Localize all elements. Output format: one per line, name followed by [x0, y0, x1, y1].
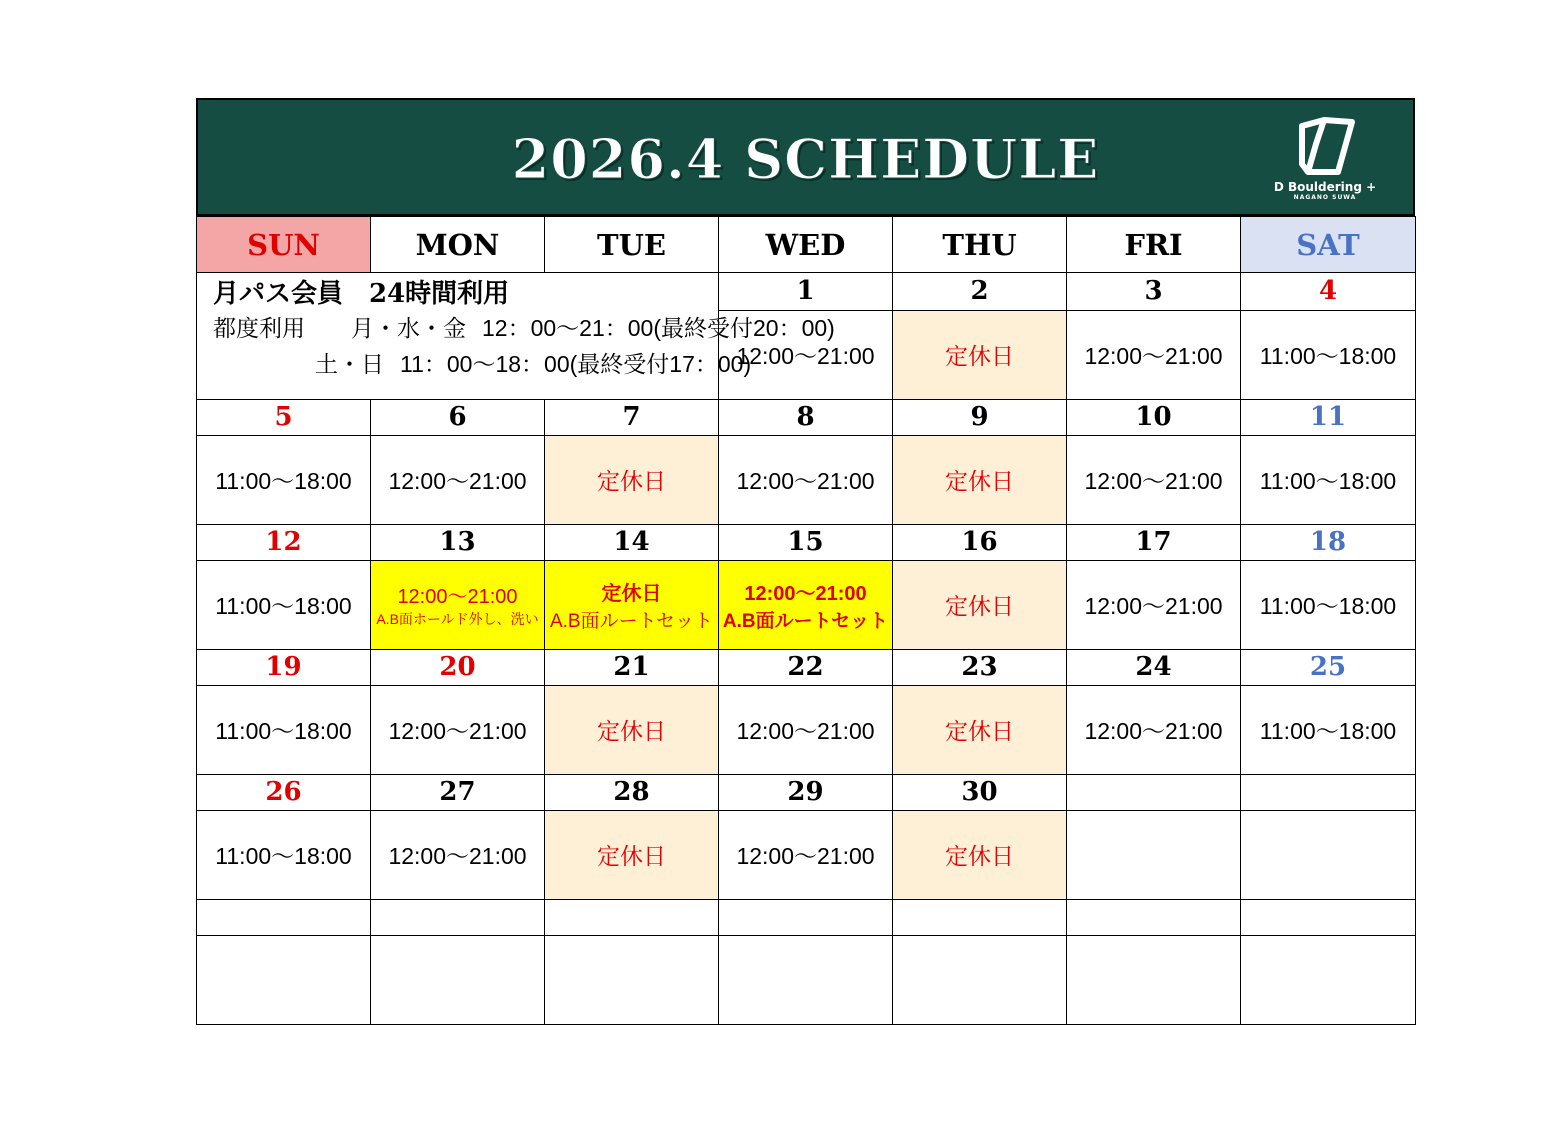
weekend-hours-line	[197, 346, 752, 382]
date-row	[197, 273, 1416, 311]
date-row	[197, 649, 1416, 685]
schedule-banner	[196, 98, 1415, 216]
date-cell: 16	[893, 524, 1067, 560]
date-cell: 3	[1067, 273, 1241, 311]
opening-hours-cell: 12:00～21:00	[371, 810, 545, 899]
event-note-text: A.B面ホールド外し、洗い	[376, 611, 539, 627]
schedule-sheet	[196, 98, 1415, 1025]
brand-logo	[1265, 114, 1385, 210]
hours-row	[197, 810, 1416, 899]
empty-cell	[893, 899, 1067, 935]
date-cell: 1	[719, 273, 893, 311]
hours-row	[197, 310, 1416, 399]
weekday-sat: SAT	[1241, 217, 1416, 273]
opening-hours-cell: 11:00～18:00	[197, 810, 371, 899]
weekday-header-row	[197, 217, 1416, 273]
weekday-hours-line	[197, 310, 835, 346]
event-main-text: 12:00～21:00	[397, 586, 518, 608]
hours-row	[197, 560, 1416, 649]
closed-day-cell: 定休日	[893, 685, 1067, 774]
date-cell: 23	[893, 649, 1067, 685]
date-cell: 24	[1067, 649, 1241, 685]
event-cell	[719, 560, 893, 649]
event-note-text: A.B面ルートセット	[549, 610, 714, 632]
event-cell	[545, 560, 719, 649]
event-note-text: A.B面ルートセット	[722, 610, 889, 632]
date-cell: 30	[893, 774, 1067, 810]
opening-hours-cell: 11:00～18:00	[1241, 560, 1416, 649]
closed-day-cell: 定休日	[893, 310, 1067, 399]
date-cell: 22	[719, 649, 893, 685]
logo-place: NAGANO SUWA	[1293, 194, 1357, 201]
weekday-sun: SUN	[197, 217, 371, 273]
weekend-days: 土・日	[315, 351, 384, 377]
empty-cell	[719, 935, 893, 1024]
empty-cell	[197, 935, 371, 1024]
date-cell: 27	[371, 774, 545, 810]
empty-cell	[893, 935, 1067, 1024]
date-cell: 13	[371, 524, 545, 560]
opening-hours-cell: 11:00～18:00	[1241, 310, 1416, 399]
date-cell: 29	[719, 774, 893, 810]
date-cell: 9	[893, 399, 1067, 435]
weekday-days: 月・水・金	[351, 315, 466, 341]
blank-row	[197, 899, 1416, 935]
empty-cell	[545, 899, 719, 935]
schedule-title: 2026.4 SCHEDULE	[511, 127, 1100, 191]
empty-cell	[1241, 935, 1416, 1024]
date-cell: 12	[197, 524, 371, 560]
empty-cell	[719, 899, 893, 935]
empty-cell	[1067, 899, 1241, 935]
opening-hours-cell: 11:00～18:00	[1241, 685, 1416, 774]
date-cell	[1067, 774, 1241, 810]
date-cell: 18	[1241, 524, 1416, 560]
date-cell	[1241, 774, 1416, 810]
date-cell: 28	[545, 774, 719, 810]
weekday-tue: TUE	[545, 217, 719, 273]
closed-day-cell: 定休日	[893, 810, 1067, 899]
empty-cell	[1241, 899, 1416, 935]
blank-row	[197, 935, 1416, 1024]
d-bouldering-logo-icon	[1294, 114, 1356, 176]
opening-hours-cell: 11:00～18:00	[197, 560, 371, 649]
date-cell: 15	[719, 524, 893, 560]
opening-hours-cell: 11:00～18:00	[197, 685, 371, 774]
closed-day-cell: 定休日	[893, 560, 1067, 649]
date-cell: 17	[1067, 524, 1241, 560]
logo-name: D Bouldering +	[1273, 180, 1377, 194]
date-row	[197, 399, 1416, 435]
date-cell: 11	[1241, 399, 1416, 435]
opening-hours-cell: 12:00～21:00	[719, 810, 893, 899]
opening-hours-cell: 12:00～21:00	[371, 685, 545, 774]
date-cell: 5	[197, 399, 371, 435]
date-cell: 19	[197, 649, 371, 685]
empty-cell	[1241, 810, 1416, 899]
date-cell: 7	[545, 399, 719, 435]
opening-hours-cell: 12:00～21:00	[1067, 435, 1241, 524]
calendar-table	[196, 216, 1416, 1025]
hours-row	[197, 685, 1416, 774]
closed-day-cell: 定休日	[893, 435, 1067, 524]
weekday-wed: WED	[719, 217, 893, 273]
event-main-text: 12:00～21:00	[744, 582, 867, 605]
opening-hours-cell: 11:00～18:00	[1241, 435, 1416, 524]
opening-hours-cell: 12:00～21:00	[1067, 685, 1241, 774]
opening-hours-cell: 12:00～21:00	[719, 310, 893, 399]
empty-cell	[1067, 810, 1241, 899]
weekday-thu: THU	[893, 217, 1067, 273]
opening-hours-cell: 12:00～21:00	[1067, 310, 1241, 399]
date-row	[197, 774, 1416, 810]
empty-cell	[371, 935, 545, 1024]
date-cell: 20	[371, 649, 545, 685]
event-main-text: 定休日	[601, 582, 662, 605]
closed-day-cell: 定休日	[545, 810, 719, 899]
opening-hours-cell: 11:00～18:00	[197, 435, 371, 524]
opening-hours-cell: 12:00～21:00	[371, 435, 545, 524]
closed-day-cell: 定休日	[545, 685, 719, 774]
weekday-hours: 12：00～21：00(最終受付20：00)	[482, 315, 835, 341]
date-cell: 8	[719, 399, 893, 435]
empty-cell	[197, 899, 371, 935]
date-row	[197, 524, 1416, 560]
date-cell: 25	[1241, 649, 1416, 685]
date-cell: 26	[197, 774, 371, 810]
empty-cell	[371, 899, 545, 935]
usage-hours-note	[197, 310, 835, 399]
empty-cell	[545, 935, 719, 1024]
usage-label: 都度利用	[213, 315, 305, 341]
empty-cell	[1067, 935, 1241, 1024]
weekend-hours: 11：00～18：00(最終受付17：00)	[400, 351, 752, 377]
hours-row	[197, 435, 1416, 524]
closed-day-cell: 定休日	[545, 435, 719, 524]
calendar-body	[197, 217, 1416, 1025]
member-note-title: 月パス会員 24時間利用	[197, 273, 719, 311]
event-cell	[371, 560, 545, 649]
date-cell: 10	[1067, 399, 1241, 435]
opening-hours-cell: 12:00～21:00	[1067, 560, 1241, 649]
date-cell: 2	[893, 273, 1067, 311]
opening-hours-cell: 12:00～21:00	[719, 435, 893, 524]
date-cell: 4	[1241, 273, 1416, 311]
opening-hours-cell: 12:00～21:00	[719, 685, 893, 774]
weekday-fri: FRI	[1067, 217, 1241, 273]
weekday-mon: MON	[371, 217, 545, 273]
date-cell: 21	[545, 649, 719, 685]
date-cell: 6	[371, 399, 545, 435]
date-cell: 14	[545, 524, 719, 560]
